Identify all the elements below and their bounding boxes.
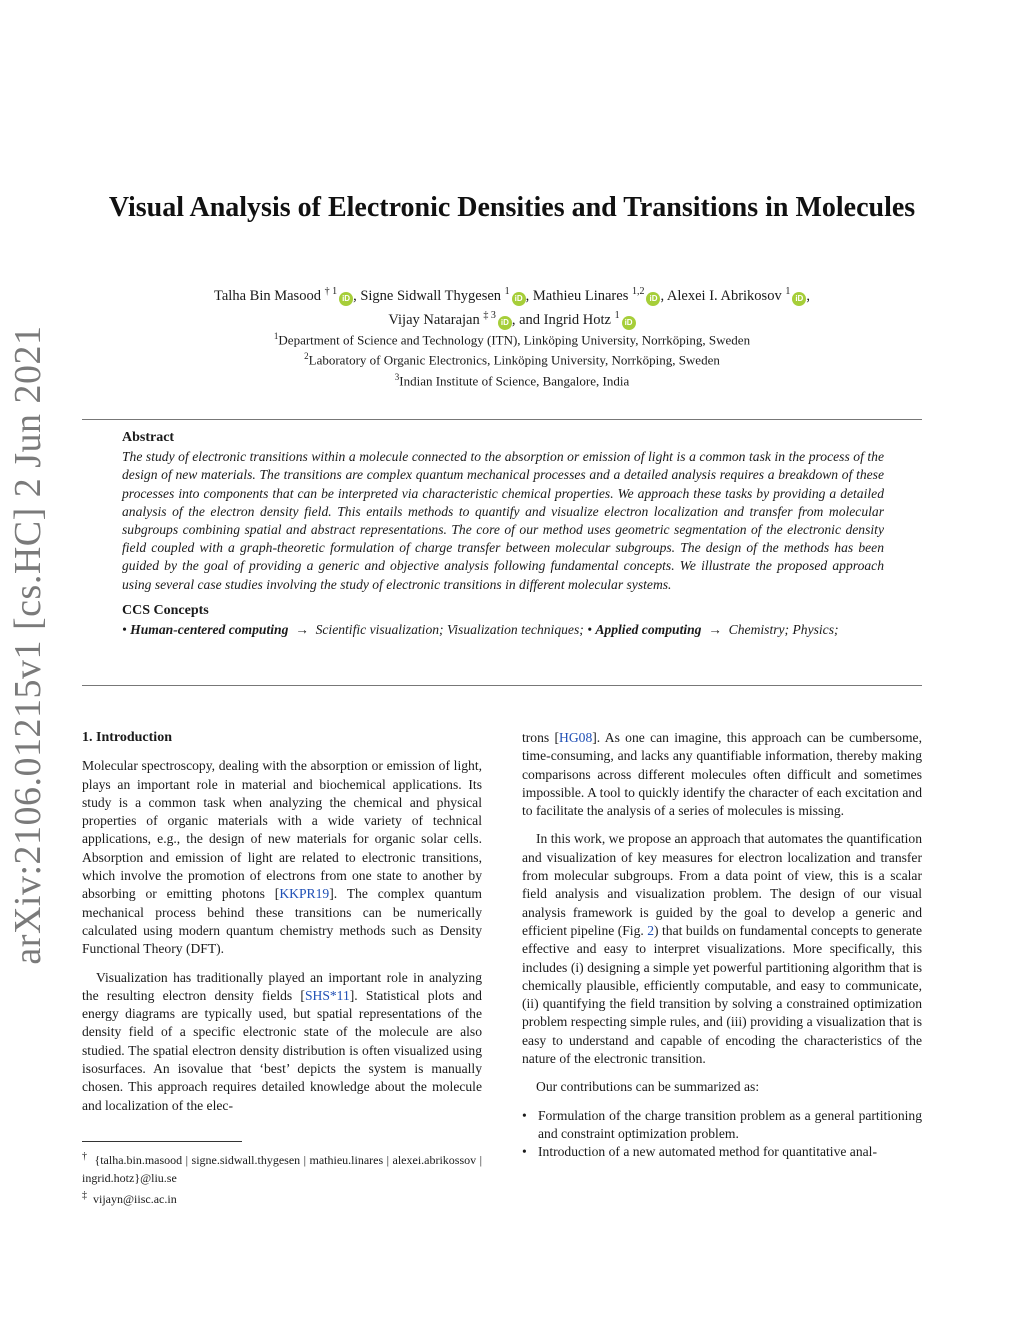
abstract-section bbox=[122, 429, 884, 639]
paragraph: trons [HG08]. As one can imagine, this approach can be cumbersome, time-consuming, and lacks any quantifiable information, thereby making comparisons across different molecules often difficult and sometimes impossible. A tool to quickly identify the character of each excitation and to facilitate the analysis of a series of molecules is missing. bbox=[522, 730, 922, 819]
figure-link[interactable]: 2 bbox=[647, 922, 655, 938]
ccs-heading: CCS Concepts bbox=[122, 602, 209, 618]
author-name: Vijay Natarajan bbox=[388, 311, 480, 328]
orcid-icon[interactable]: iD bbox=[792, 292, 806, 306]
author-affil-marker: ‡ 3 bbox=[483, 309, 496, 321]
author-separator: , bbox=[806, 287, 810, 304]
bullet-icon: • bbox=[522, 1107, 527, 1123]
abstract-text: The study of electronic transitions within a molecule connected to the absorption or emission of light is a common task in the process of the design of new materials. The transitions are complex quantum mechanical processes and a detailed analysis requires a breakdown of these processes into components that can be interpreted via characteristic chemical properties. We approach these tasks by providing a detailed analysis of the electron density field. This entails methods to quantify and visualize electron localization and transfer from molecular subgroups combining spatial and abstract representations. The core of our method uses geometric segmentation of the electronic density field coupled with a graph-theoretic formulation of charge transfer between molecular subgroups. The design of the methods has been guided by the goal of providing a generic and objective analysis following fundamental concepts. We illustrate the proposed approach using several case studies involving the study of electronic transitions in different molecular systems. bbox=[122, 449, 884, 592]
bullet-icon: • bbox=[522, 1144, 527, 1160]
paragraph: In this work, we propose an approach that automates the quantification and visualization of key measures for electron localization and transfer from molecular subgroups. From a data point of view, this is a scalar field analysis and visualization problem. The design of our visual analysis framework is guided by the goal to develop a generic and efficient pipeline (Fig. 2) that builds on fundamental concepts to generate effective and easy to interpret visualizations. More specifically, this includes (i) designing a simple yet powerful partitioning algorithm that is chemically plausible, efficiently computable, and easy to communicate, (ii) quantifying the field transition by solving a constrained optimization problem respecting simple rules, and (iii) providing a visualization that is easy to understand and capable of encoding the characteristics of the nature of the electronic transition. bbox=[522, 831, 922, 1067]
author-name: , Signe Sidwall Thygesen bbox=[353, 287, 502, 304]
author-list bbox=[80, 282, 944, 330]
footnote-rule bbox=[82, 1141, 242, 1142]
orcid-icon[interactable]: iD bbox=[646, 292, 660, 306]
author-affil-marker: † 1 bbox=[324, 286, 338, 297]
abstract-heading: Abstract bbox=[122, 430, 175, 445]
affiliation: $^1$Department of Science and Technology (ITN), Linköping University, Norrköping, Sweden bbox=[273, 331, 751, 348]
section-heading: 1. Introduction bbox=[82, 730, 172, 745]
contribution-list bbox=[522, 1107, 922, 1162]
affiliation-list bbox=[80, 328, 944, 389]
footnote: ‡ vijayn@iisc.ac.in bbox=[82, 1190, 177, 1206]
arxiv-side-stamp: arXiv:2106.01215v1 [cs.HC] 2 Jun 2021 bbox=[7, 325, 49, 965]
author-affil-marker: 1,2 bbox=[631, 286, 645, 297]
citation-link[interactable]: SHS*11 bbox=[304, 987, 350, 1003]
ccs-text: • Human-centered computing → Scientific visualization; Visualization techniques; • Applied computing → Chemistry; Physics; bbox=[122, 622, 839, 638]
list-item: • Formulation of the charge transition problem as a general partitioning and constraint optimization problem. bbox=[522, 1107, 922, 1141]
footnote: † {talha.bin.masood | signe.sidwall.thygesen | mathieu.linares | alexei.abrikossov | ingrid.hotz}@liu.se bbox=[82, 1151, 483, 1185]
paragraph: Visualization has traditionally played an important role in analyzing the resulting electron density fields [SHS*11]. Statistical plots and energy diagrams are typically used, but spatial representations of the density field of a specific electronic state of the molecule are also studied. The spatial electron density distribution is often visualized using isosurfaces. An isovalue that ‘best’ depicts the system is manually chosen. This approach requires detailed knowledge about the molecule and localization of the elec- bbox=[82, 969, 482, 1113]
affiliation: $^2$Laboratory of Organic Electronics, Linköping University, Norrköping, Sweden bbox=[304, 351, 720, 368]
citation-link[interactable]: KKPR19 bbox=[279, 886, 330, 902]
paper-title: Visual Analysis of Electronic Densities and Transitions in Molecules bbox=[108, 192, 916, 223]
right-column bbox=[522, 729, 922, 1162]
author-name: Talha Bin Masood bbox=[214, 287, 321, 304]
citation-link[interactable]: HG08 bbox=[559, 730, 593, 745]
footnotes bbox=[82, 1148, 482, 1209]
paragraph: Molecular spectroscopy, dealing with the absorption or emission of light, plays an important role in material and biochemical applications. Its study is a common task when analyzing the chemical and physical properties of organic materials with a wide variety of technical applications, e.g., the design of new materials for organic solar cells. Absorption and emission of light are related to electronic transitions, which involve the promotion of electrons from one state to another by absorbing or emitting photons [KKPR19]. The complex quantum mechanical process behind these transitions can be numerically calculated using modern quantum chemistry methods such as Density Functional Theory (DFT). bbox=[82, 758, 483, 957]
affiliation: $^3$Indian Institute of Science, Bangalore, India bbox=[394, 371, 630, 388]
list-item: • Introduction of a new automated method for quantitative anal- bbox=[538, 1143, 922, 1161]
orcid-icon[interactable]: iD bbox=[622, 316, 636, 330]
author-affil-marker: 1 bbox=[785, 286, 791, 297]
divider bbox=[82, 685, 922, 686]
ccs-concepts bbox=[122, 602, 884, 639]
paragraph: Our contributions can be summarized as: bbox=[536, 1079, 760, 1095]
author-name: , and Ingrid Hotz bbox=[511, 311, 611, 328]
orcid-icon[interactable]: iD bbox=[498, 316, 512, 330]
author-name: , Alexei I. Abrikosov bbox=[660, 287, 782, 304]
author-name: , Mathieu Linares bbox=[525, 287, 629, 304]
author-affil-marker: 1 bbox=[614, 309, 620, 321]
author-affil-marker: 1 bbox=[504, 286, 510, 297]
orcid-icon[interactable]: iD bbox=[512, 292, 526, 306]
divider bbox=[82, 419, 922, 420]
orcid-icon[interactable]: iD bbox=[339, 292, 353, 306]
left-column bbox=[82, 729, 482, 1125]
